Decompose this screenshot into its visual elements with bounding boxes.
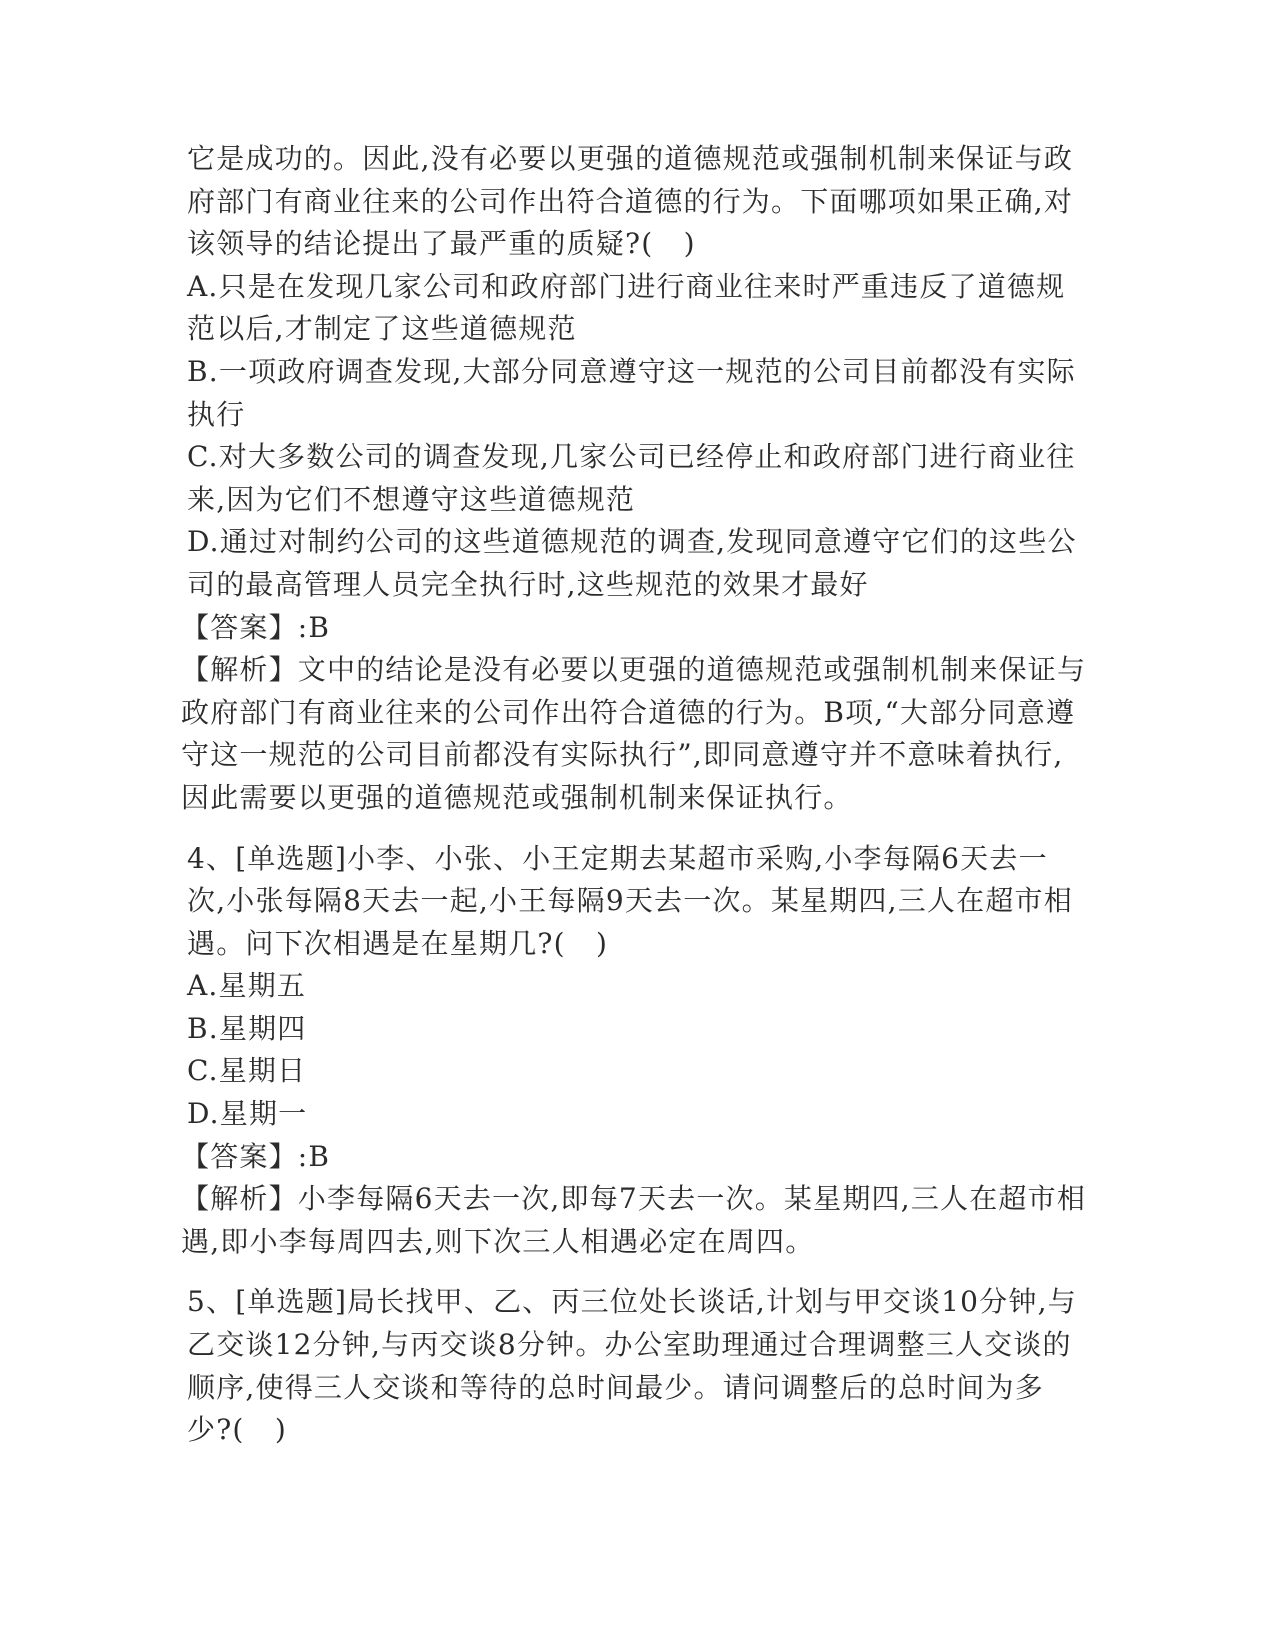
question-3-block [181,138,1087,820]
spacer [187,820,1087,838]
question-4-option-a: A.星期五 [187,969,307,1003]
document-page [181,138,1087,1452]
question-4-analysis: 【解析】小李每隔6天去一次,即每7天去一次。某星期四,三人在超市相遇,即小李每周四去,则下次三人相遇必定在周四。 [181,1182,1087,1258]
question-3-option-a: A.只是在发现几家公司和政府部门进行商业往来时严重违反了道德规范以后,才制定了这些道德规范 [187,269,1066,346]
question-3-answer: 【答案】:B [181,610,331,644]
question-3-option-b: B.一项政府调查发现,大部分同意遵守这一规范的公司目前都没有实际执行 [187,354,1076,431]
question-3-analysis: 【解析】文中的结论是没有必要以更强的道德规范或强制机制来保证与政府部门有商业往来的公司作出符合道德的行为。B项,“大部分同意遵守这一规范的公司目前都没有实际执行”,即同意遵守并不意味着执行,因此需要以更强的道德规范或强制机制来保证执行。 [181,653,1087,814]
question-4-block [181,838,1087,1264]
question-4-answer: 【答案】:B [181,1139,331,1173]
question-4-option-d: D.星期一 [187,1097,308,1131]
question-5-block [187,1281,1087,1451]
question-4-option-b: B.星期四 [187,1011,307,1045]
question-3-option-d: D.通过对制约公司的这些道德规范的调查,发现同意遵守它们的这些公司的最高管理人员完全执行时,这些规范的效果才最好 [187,525,1077,601]
spacer [187,1263,1087,1281]
question-4-stem: 4、[单选题]小李、小张、小王定期去某超市采购,小李每隔6天去一次,小张每隔8天去一起,小王每隔9天去一次。某星期四,三人在超市相遇。问下次相遇是在星期几?( ) [187,841,1073,960]
question-3-option-c: C.对大多数公司的调查发现,几家公司已经停止和政府部门进行商业往来,因为它们不想遵守这些道德规范 [187,440,1076,516]
question-5-stem: 5、[单选题]局长找甲、乙、丙三位处长谈话,计划与甲交谈10分钟,与乙交谈12分钟,与丙交谈8分钟。办公室助理通过合理调整三人交谈的顺序,使得三人交谈和等待的总时间最少。请问调整后的总时间为多少?( ) [187,1285,1077,1447]
question-4-option-c: C.星期日 [187,1054,307,1088]
question-3-stem: 它是成功的。因此,没有必要以更强的道德规范或强制机制来保证与政府部门有商业往来的公司作出符合道德的行为。下面哪项如果正确,对该领导的结论提出了最严重的质疑?( ) [187,142,1074,261]
